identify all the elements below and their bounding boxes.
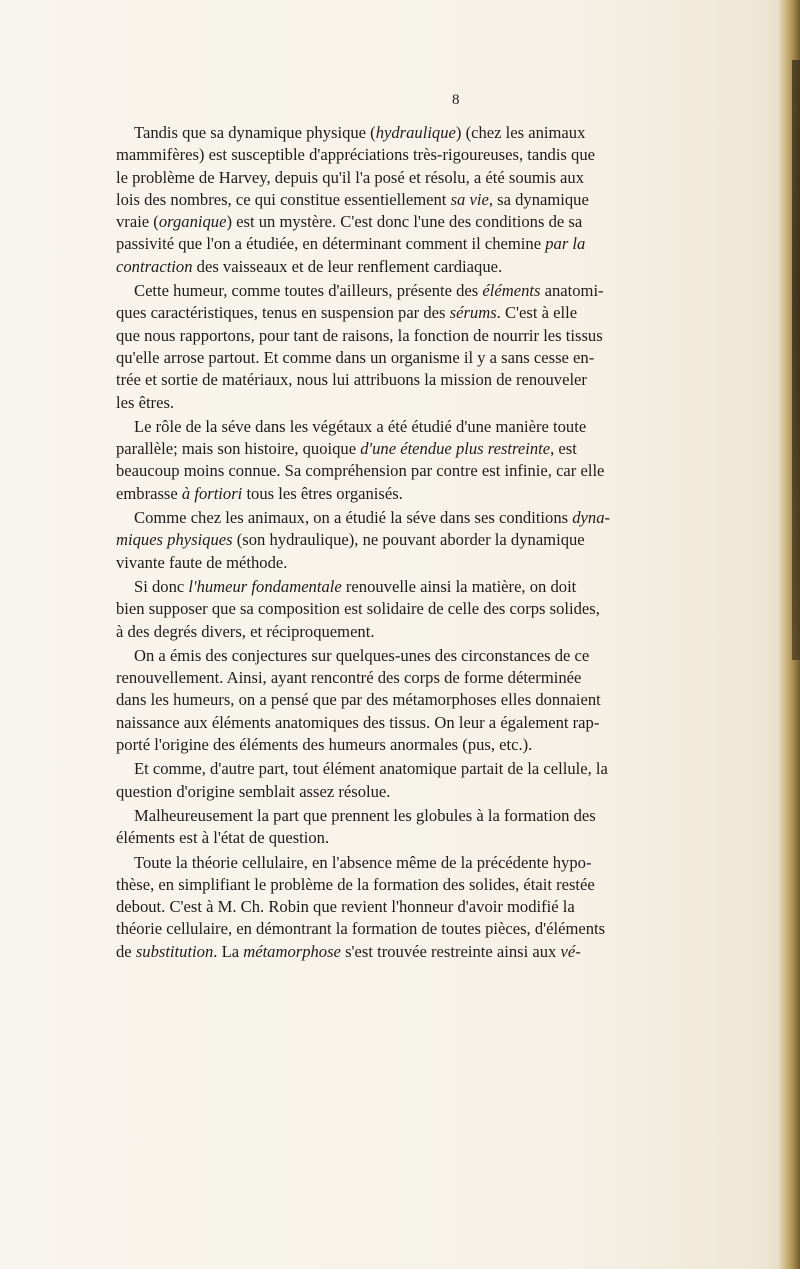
text-line (116, 416, 710, 438)
italic-run: substitution (135, 941, 214, 961)
italic-run: vé- (560, 941, 581, 961)
text-line (116, 325, 710, 347)
italic-run: à fortiori (181, 483, 243, 503)
text-run: bien supposer que sa composition est solidaire de celle des corps solides, (116, 599, 600, 619)
text-line (116, 576, 710, 598)
text-run: dans les humeurs, on a pensé que par des métamorphoses elles donnaient (116, 690, 601, 710)
text-line (116, 918, 710, 940)
text-run: question d'origine semblait assez résolue. (116, 781, 391, 801)
text-run: des vaisseaux et de leur renflement cardiaque. (192, 256, 503, 276)
italic-run: par la (545, 234, 586, 254)
text-line (116, 667, 710, 689)
text-run: le problème de Harvey, depuis qu'il l'a posé et résolu, a été soumis aux (116, 167, 585, 187)
text-run: Le rôle de la séve dans les végétaux a été étudié d'une manière toute (134, 416, 587, 436)
page-binding-shadow (792, 60, 800, 660)
text-run: , est (550, 439, 577, 459)
italic-run: d'une étendue plus restreinte (360, 439, 551, 459)
italic-run: hydraulique (375, 123, 456, 142)
text-run: Et comme, d'autre part, tout élément anatomique partait de la cellule, la (134, 759, 608, 779)
paragraph (116, 280, 710, 414)
body-text (116, 122, 710, 965)
italic-run: sérums (449, 303, 497, 323)
text-run: de (116, 941, 136, 961)
text-run: Tandis que sa dynamique physique ( (134, 123, 376, 142)
text-run: renouvellement. Ainsi, ayant rencontré des corps de forme déterminée (116, 668, 582, 688)
italic-run: l'humeur fondamentale (188, 576, 342, 596)
text-run: qu'elle arrose partout. Et comme dans un organisme il y a sans cesse en- (116, 347, 595, 367)
text-run: à des degrés divers, et réciproquement. (116, 621, 375, 641)
text-line (116, 233, 710, 255)
text-run: passivité que l'on a étudiée, en déterminant comment il chemine (116, 234, 546, 254)
italic-run: miques physiques (116, 530, 233, 550)
italic-run: contraction (116, 256, 193, 276)
text-line (116, 256, 710, 278)
text-line (116, 460, 710, 482)
text-line (116, 734, 710, 756)
text-run: Cette humeur, comme toutes d'ailleurs, présente des (134, 281, 483, 301)
italic-run: organique (158, 212, 227, 232)
text-line (116, 827, 710, 849)
text-line (116, 369, 710, 391)
text-run: tous les êtres organisés. (242, 483, 403, 503)
text-line (116, 302, 710, 324)
text-line (116, 347, 710, 369)
text-run: porté l'origine des éléments des humeurs anormales (pus, etc.). (116, 735, 533, 755)
text-line (116, 645, 710, 667)
text-run: beaucoup moins connue. Sa compréhension par contre est infinie, car elle (116, 461, 605, 481)
italic-run: dyna- (572, 508, 611, 528)
text-line (116, 689, 710, 711)
text-run: ) (chez les animaux (455, 123, 586, 142)
text-run: naissance aux éléments anatomiques des tissus. On leur a également rap- (116, 712, 600, 732)
text-line (116, 758, 710, 780)
text-run: Comme chez les animaux, on a étudié la séve dans ses conditions (134, 508, 573, 528)
paragraph (116, 416, 710, 505)
text-line (116, 896, 710, 918)
paragraph (116, 852, 710, 963)
text-line (116, 167, 710, 189)
text-line (116, 392, 710, 414)
text-run: Si donc (134, 576, 189, 596)
text-line (116, 483, 710, 505)
text-run: (son hydraulique), ne pouvant aborder la dynamique (232, 530, 585, 550)
text-run: , sa dynamique (488, 189, 589, 209)
text-line (116, 144, 710, 166)
text-run: trée et sortie de matériaux, nous lui attribuons la mission de renouveler (116, 370, 587, 390)
paragraph (116, 122, 710, 278)
text-run: les êtres. (116, 392, 175, 412)
text-line (116, 805, 710, 827)
italic-run: éléments (482, 281, 541, 301)
text-run: Toute la théorie cellulaire, en l'absence même de la précédente hypo- (134, 852, 592, 872)
paragraph (116, 576, 710, 643)
italic-run: sa vie (450, 189, 489, 209)
text-run: vivante faute de méthode. (116, 552, 288, 572)
text-line (116, 598, 710, 620)
text-run: . C'est à elle (496, 303, 578, 323)
text-run: vraie ( (116, 212, 159, 232)
text-line (116, 852, 710, 874)
text-run: lois des nombres, ce qui constitue essentiellement (116, 189, 451, 209)
text-run: théorie cellulaire, en démontrant la formation de toutes pièces, d'éléments (116, 919, 606, 939)
text-run: ) est un mystère. C'est donc l'une des conditions de sa (226, 212, 583, 232)
paragraph (116, 758, 710, 803)
text-line (116, 621, 710, 643)
text-line (116, 874, 710, 896)
text-line (116, 712, 710, 734)
text-run: On a émis des conjectures sur quelques-unes des circonstances de ce (134, 645, 590, 665)
text-run: que nous rapportons, pour tant de raisons, la fonction de nourrir les tissus (116, 325, 603, 345)
text-run: anatomi- (540, 281, 604, 301)
text-line (116, 941, 710, 963)
text-line (116, 781, 710, 803)
text-line (116, 189, 710, 211)
paragraph (116, 645, 710, 756)
paragraph (116, 507, 710, 574)
italic-run: métamorphose (243, 941, 341, 961)
text-line (116, 438, 710, 460)
text-run: thèse, en simplifiant le problème de la formation des solides, était restée (116, 874, 595, 894)
text-line (116, 529, 710, 551)
text-line (116, 211, 710, 233)
text-run: éléments est à l'état de question. (116, 828, 330, 848)
text-run: s'est trouvée restreinte ainsi aux (340, 941, 561, 961)
text-run: embrasse (116, 483, 182, 503)
text-run: parallèle; mais son histoire, quoique (116, 439, 361, 459)
text-run: renouvelle ainsi la matière, on doit (341, 576, 577, 596)
text-line (116, 552, 710, 574)
page-number: 8 (452, 92, 460, 108)
text-line (116, 122, 710, 144)
text-run: mammifères) est susceptible d'appréciations très-rigoureuses, tandis que (116, 145, 595, 165)
paragraph (116, 805, 710, 850)
text-line (116, 507, 710, 529)
text-line (116, 280, 710, 302)
text-run: Malheureusement la part que prennent les globules à la formation des (134, 805, 596, 825)
text-run: . La (213, 941, 244, 961)
text-run: ques caractéristiques, tenus en suspension par des (116, 303, 450, 323)
text-run: debout. C'est à M. Ch. Robin que revient l'honneur d'avoir modifié la (116, 897, 575, 917)
